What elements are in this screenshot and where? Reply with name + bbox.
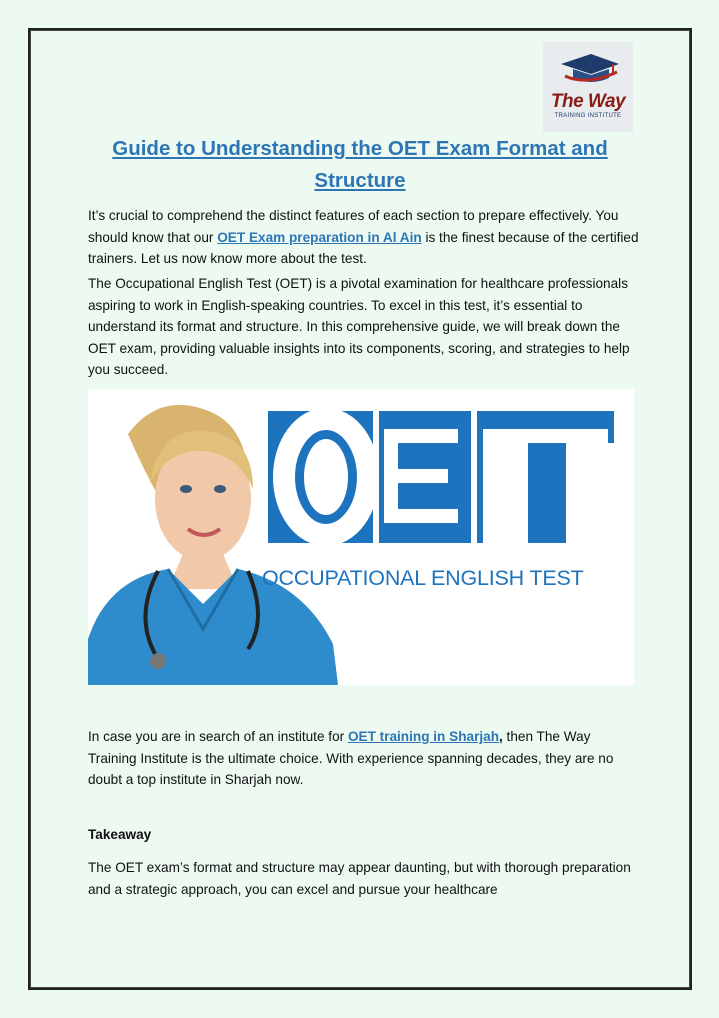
graduation-cap-icon: [543, 42, 633, 92]
sharjah-paragraph: [88, 726, 640, 791]
logo-name: The Way: [550, 91, 626, 112]
oet-description-paragraph: The Occupational English Test (OET) is a pivotal examination for healthcare professionals aspiring to work in English-speaking countries. To excel in this test, it’s essential to understand its format and structure. In this comprehensive guide, we will break down the OET exam, providing valuable insights into its components, scoring, and strategies to help you succeed.: [88, 276, 630, 377]
logo-subtitle: TRAINING INSTITUTE: [554, 113, 622, 119]
sharjah-text-start: In case you are in search of an institute for: [88, 729, 348, 744]
intro-text-start: It’s crucial to comprehend the distinct features of each section to prepare effectively. You should know that our: [88, 208, 619, 245]
oet-al-ain-link[interactable]: OET Exam preparation in Al Ain: [217, 229, 422, 245]
oet-caption: OCCUPATIONAL ENGLISH TEST: [262, 566, 584, 590]
page-title: Guide to Understanding the OET Exam Format and Structure: [112, 137, 608, 192]
takeaway-heading: Takeaway: [88, 827, 152, 842]
sharjah-text-end: then The Way Training Institute is the ultimate choice. With experience spanning decades, they are no doubt a top institute in Sharjah now.: [88, 729, 614, 787]
sharjah-punct: ,: [499, 729, 503, 744]
intro-paragraph: [88, 205, 640, 270]
intro-text-end: is the finest because of the certified trainers. Let us now know more about the test.: [88, 229, 639, 266]
oet-sharjah-link[interactable]: OET training in Sharjah: [347, 729, 499, 744]
the-way-logo: [543, 42, 633, 132]
takeaway-paragraph: The OET exam’s format and structure may appear daunting, but with thorough preparation and a strategic approach, you can excel and pursue your healthcare: [88, 860, 631, 897]
oet-banner-graphic: [88, 389, 634, 685]
oet-banner-image: [88, 389, 634, 685]
oet-logo: [268, 411, 614, 543]
